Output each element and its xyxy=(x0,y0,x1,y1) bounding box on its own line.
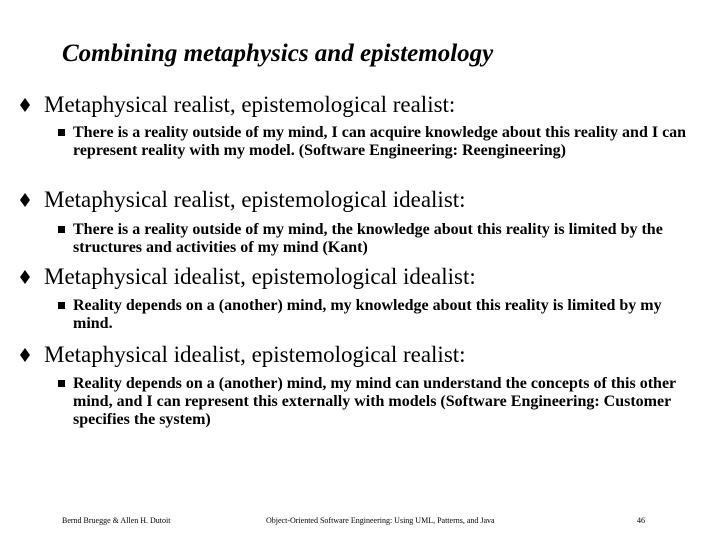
diamond-bullet-icon xyxy=(20,193,30,207)
sub-bullet-text: There is a reality outside of my mind, the knowledge about this reality is limited by the structures and activities of my mind (Kant) xyxy=(73,221,663,256)
square-bullet-icon xyxy=(58,380,65,387)
diamond-bullet-icon xyxy=(20,98,30,112)
sub-bullet-text: Reality depends on a (another) mind, my knowledge about this reality is limited by my mind. xyxy=(73,297,662,332)
diamond-bullet-icon xyxy=(20,270,30,284)
square-bullet-icon xyxy=(58,129,65,136)
square-bullet-icon xyxy=(58,302,65,309)
footer-page-number: 46 xyxy=(637,516,645,525)
main-bullet-text: Metaphysical idealist, epistemological realist: xyxy=(44,342,466,367)
sub-bullet-text: There is a reality outside of my mind, I can acquire knowledge about this reality and I can represent reality with my model. (Software Engineering: Reengineering) xyxy=(73,124,687,159)
footer-book-title: Object-Oriented Software Engineering: Using UML, Patterns, and Java xyxy=(266,516,495,525)
main-bullet-text: Metaphysical realist, epistemological realist: xyxy=(44,92,456,117)
slide-title: Combining metaphysics and epistemology xyxy=(62,40,494,67)
diamond-bullet-icon xyxy=(20,348,30,362)
main-bullet-text: Metaphysical idealist, epistemological idealist: xyxy=(44,264,476,289)
sub-bullet-text: Reality depends on a (another) mind, my mind can understand the concepts of this other mind, and I can represent this externally with models (Software Engineering: Customer specifies the system) xyxy=(73,375,676,428)
main-bullet-text: Metaphysical realist, epistemological idealist: xyxy=(44,187,466,212)
footer-authors: Bernd Bruegge & Allen H. Dutoit xyxy=(62,516,171,525)
square-bullet-icon xyxy=(58,226,65,233)
